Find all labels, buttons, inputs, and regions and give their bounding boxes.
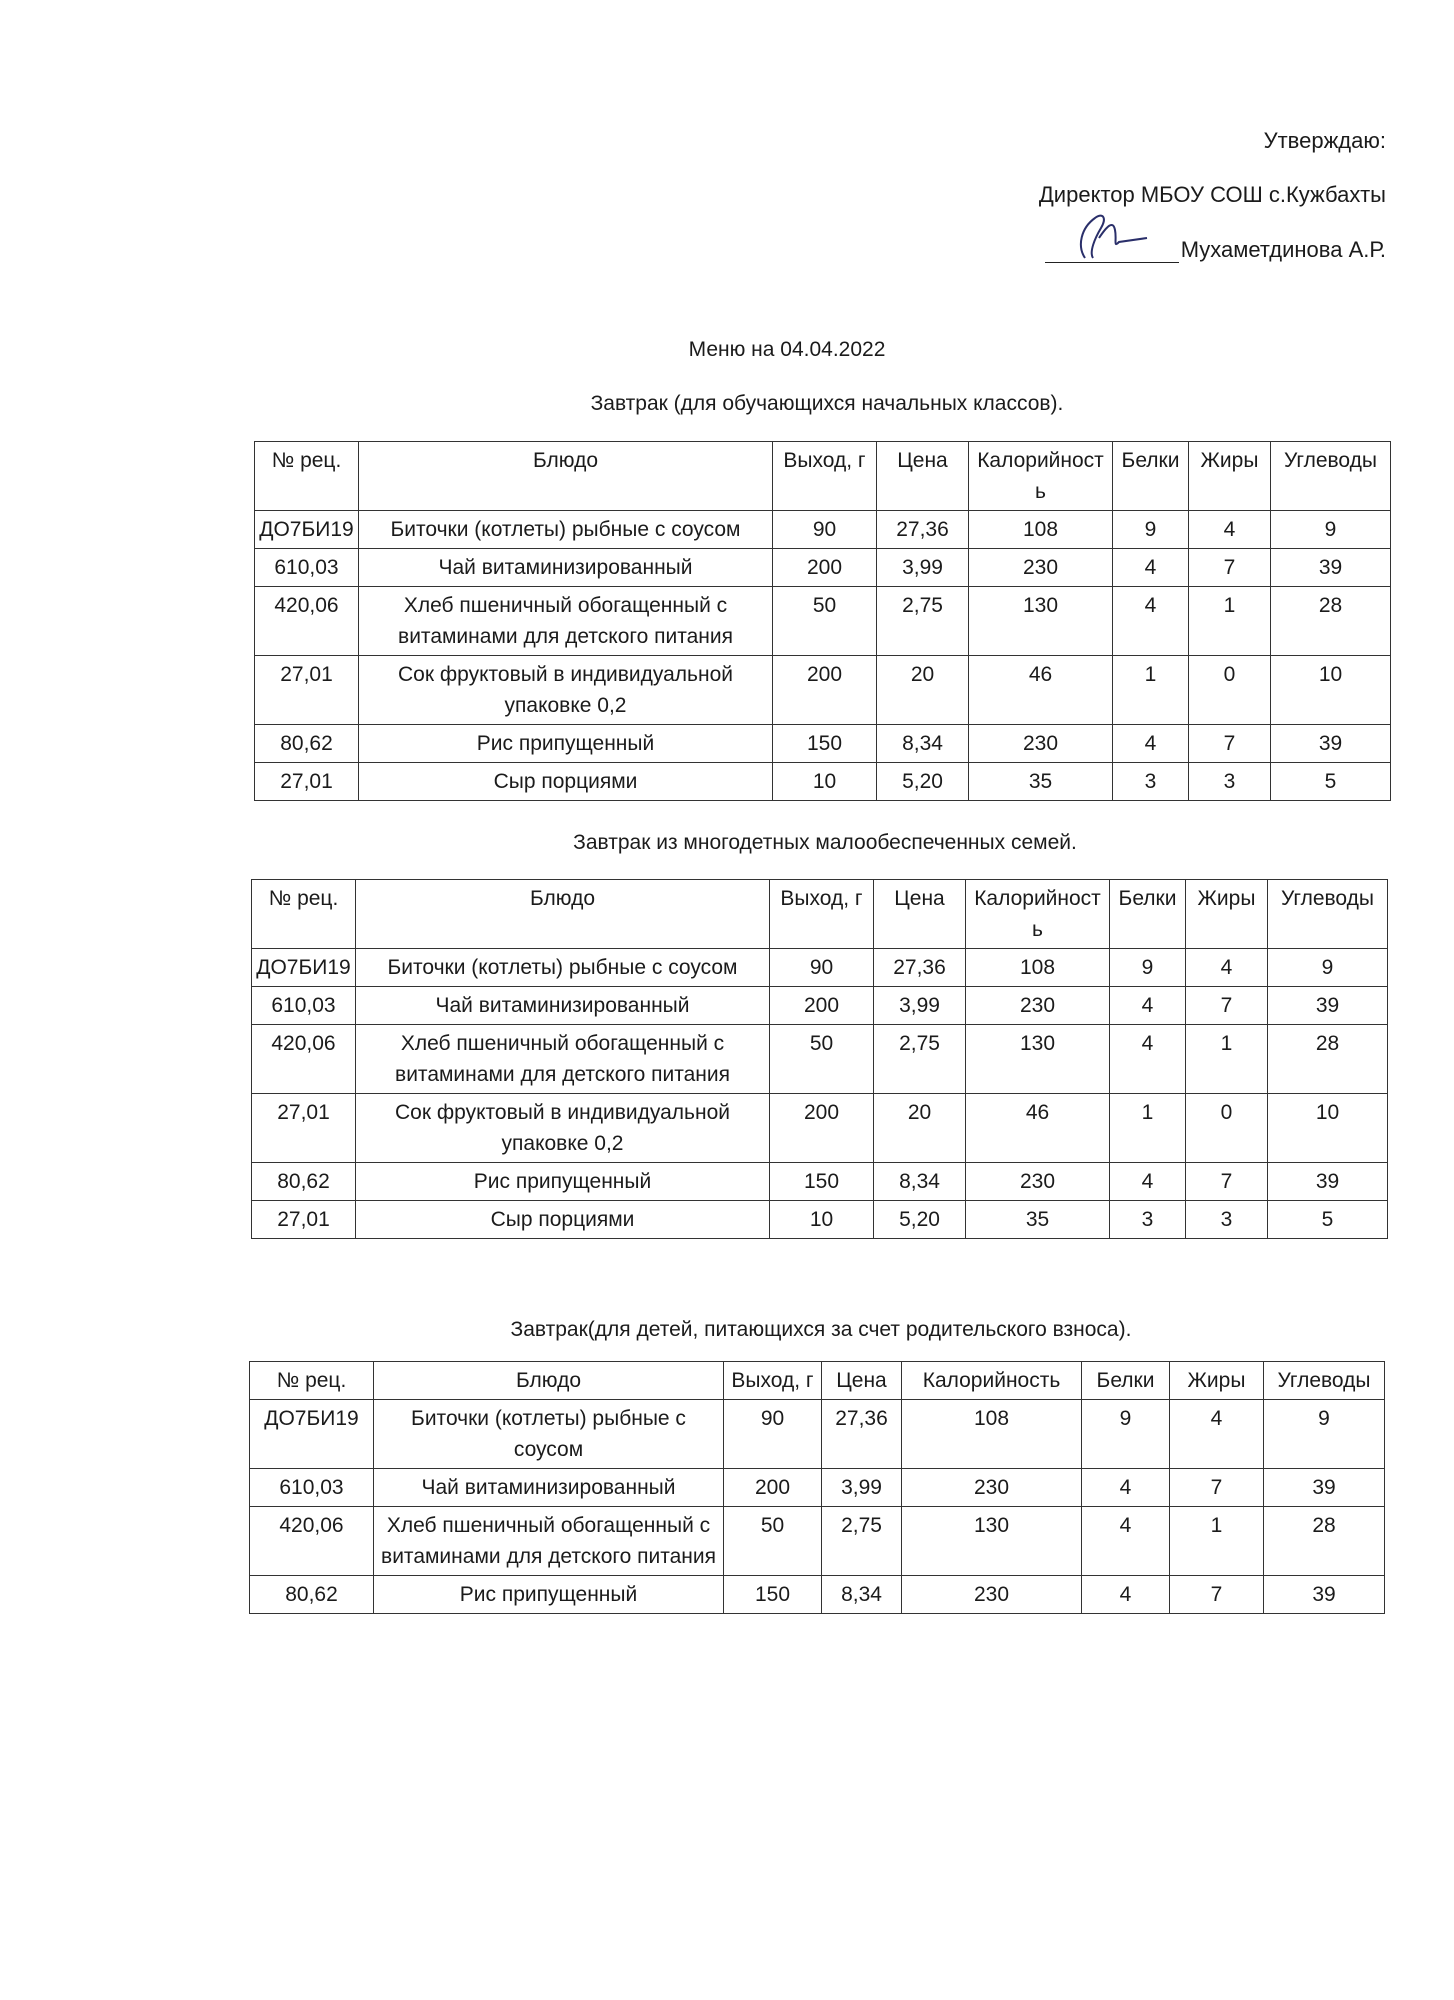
cell-proteins: 4 [1082,1576,1170,1614]
cell-fats: 7 [1189,725,1271,763]
cell-dish-name: Рис припущенный [359,725,773,763]
cell-calories: 108 [966,949,1110,987]
cell-portion-weight: 200 [770,987,874,1025]
cell-price: 3,99 [874,987,966,1025]
cell-portion-weight: 200 [770,1094,874,1163]
cell-price: 27,36 [822,1400,902,1469]
cell-carbohydrates: 28 [1271,587,1391,656]
cell-recipe-number: 80,62 [250,1576,374,1614]
cell-price: 2,75 [877,587,969,656]
cell-portion-weight: 150 [770,1163,874,1201]
cell-proteins: 4 [1113,587,1189,656]
cell-fats: 7 [1186,987,1268,1025]
cell-price: 20 [874,1094,966,1163]
column-header-dish-name: Блюдо [356,880,770,949]
column-header-proteins: Белки [1110,880,1186,949]
cell-portion-weight: 10 [773,763,877,801]
cell-price: 3,99 [877,549,969,587]
cell-portion-weight: 200 [773,549,877,587]
cell-portion-weight: 150 [773,725,877,763]
table-row [252,1025,1388,1094]
cell-calories: 230 [902,1576,1082,1614]
table-row [255,725,1391,763]
cell-price: 8,34 [874,1163,966,1201]
cell-price: 2,75 [822,1507,902,1576]
cell-recipe-number: 27,01 [255,763,359,801]
table-row [255,549,1391,587]
cell-carbohydrates: 39 [1268,1163,1388,1201]
page-title: Меню на 04.04.2022 [688,338,886,361]
cell-price: 27,36 [874,949,966,987]
menu-table [249,1361,1385,1614]
cell-dish-name: Чай витаминизированный [374,1469,724,1507]
cell-recipe-number: 610,03 [252,987,356,1025]
cell-carbohydrates: 5 [1271,763,1391,801]
column-header-proteins: Белки [1113,442,1189,511]
table-row [255,656,1391,725]
menu-table [254,441,1391,801]
approval-signature-line [1045,232,1386,263]
cell-carbohydrates: 39 [1268,987,1388,1025]
cell-fats: 4 [1186,949,1268,987]
cell-calories: 46 [969,656,1113,725]
cell-carbohydrates: 39 [1271,549,1391,587]
cell-dish-name: Сок фруктовый в индивидуальной упаковке 0,2 [359,656,773,725]
table-row [252,1201,1388,1239]
column-header-fats: Жиры [1186,880,1268,949]
table-row [252,949,1388,987]
cell-calories: 108 [902,1400,1082,1469]
column-header-carbohydrates: Углеводы [1264,1362,1385,1400]
cell-portion-weight: 10 [770,1201,874,1239]
column-header-recipe-number: № рец. [255,442,359,511]
cell-recipe-number: ДО7БИ19 [250,1400,374,1469]
column-header-proteins: Белки [1082,1362,1170,1400]
cell-fats: 0 [1189,656,1271,725]
cell-carbohydrates: 9 [1264,1400,1385,1469]
table-row [255,587,1391,656]
menu-table [251,879,1388,1239]
cell-price: 2,75 [874,1025,966,1094]
cell-dish-name: Хлеб пшеничный обогащенный с витаминами для детского питания [359,587,773,656]
column-header-calories: Калорийность [969,442,1113,511]
cell-proteins: 4 [1082,1507,1170,1576]
column-header-carbohydrates: Углеводы [1271,442,1391,511]
cell-portion-weight: 200 [773,656,877,725]
cell-carbohydrates: 28 [1264,1507,1385,1576]
cell-recipe-number: 80,62 [252,1163,356,1201]
cell-dish-name: Рис припущенный [374,1576,724,1614]
cell-recipe-number: 27,01 [255,656,359,725]
cell-recipe-number: ДО7БИ19 [255,511,359,549]
cell-fats: 3 [1186,1201,1268,1239]
cell-portion-weight: 200 [724,1469,822,1507]
cell-proteins: 3 [1110,1201,1186,1239]
column-header-price: Цена [822,1362,902,1400]
cell-portion-weight: 90 [724,1400,822,1469]
column-header-portion-weight: Выход, г [724,1362,822,1400]
column-header-recipe-number: № рец. [252,880,356,949]
cell-portion-weight: 50 [770,1025,874,1094]
cell-proteins: 4 [1082,1469,1170,1507]
cell-carbohydrates: 9 [1271,511,1391,549]
cell-proteins: 1 [1113,656,1189,725]
signature-icon [1045,232,1179,263]
column-header-fats: Жиры [1170,1362,1264,1400]
cell-recipe-number: 420,06 [252,1025,356,1094]
cell-fats: 4 [1170,1400,1264,1469]
cell-price: 8,34 [822,1576,902,1614]
cell-proteins: 9 [1110,949,1186,987]
table-row [250,1400,1385,1469]
column-header-price: Цена [877,442,969,511]
table-row [252,1094,1388,1163]
cell-recipe-number: 420,06 [255,587,359,656]
cell-proteins: 9 [1113,511,1189,549]
cell-dish-name: Рис припущенный [356,1163,770,1201]
table-header-row [255,442,1391,511]
cell-dish-name: Биточки (котлеты) рыбные с соусом [374,1400,724,1469]
approval-name: Мухаметдинова А.Р. [1180,237,1386,262]
column-header-portion-weight: Выход, г [770,880,874,949]
cell-proteins: 3 [1113,763,1189,801]
cell-calories: 108 [969,511,1113,549]
cell-recipe-number: 420,06 [250,1507,374,1576]
cell-fats: 7 [1186,1163,1268,1201]
cell-dish-name: Чай витаминизированный [356,987,770,1025]
cell-recipe-number: 27,01 [252,1201,356,1239]
cell-portion-weight: 90 [773,511,877,549]
cell-proteins: 4 [1113,549,1189,587]
cell-calories: 230 [969,725,1113,763]
table-row [250,1507,1385,1576]
cell-carbohydrates: 9 [1268,949,1388,987]
cell-dish-name: Биточки (котлеты) рыбные с соусом [359,511,773,549]
cell-calories: 230 [902,1469,1082,1507]
column-header-dish-name: Блюдо [374,1362,724,1400]
cell-price: 5,20 [874,1201,966,1239]
cell-calories: 230 [969,549,1113,587]
cell-carbohydrates: 28 [1268,1025,1388,1094]
cell-fats: 1 [1170,1507,1264,1576]
cell-price: 3,99 [822,1469,902,1507]
column-header-calories: Калорийность [966,880,1110,949]
cell-portion-weight: 50 [773,587,877,656]
cell-recipe-number: 610,03 [250,1469,374,1507]
column-header-dish-name: Блюдо [359,442,773,511]
table-row [255,511,1391,549]
cell-dish-name: Хлеб пшеничный обогащенный с витаминами для детского питания [374,1507,724,1576]
cell-recipe-number: ДО7БИ19 [252,949,356,987]
cell-proteins: 4 [1110,1163,1186,1201]
column-header-fats: Жиры [1189,442,1271,511]
table-row [252,987,1388,1025]
cell-fats: 3 [1189,763,1271,801]
cell-proteins: 1 [1110,1094,1186,1163]
cell-recipe-number: 27,01 [252,1094,356,1163]
cell-portion-weight: 150 [724,1576,822,1614]
cell-calories: 230 [966,1163,1110,1201]
column-header-recipe-number: № рец. [250,1362,374,1400]
cell-calories: 130 [969,587,1113,656]
cell-dish-name: Сыр порциями [359,763,773,801]
cell-carbohydrates: 10 [1268,1094,1388,1163]
cell-carbohydrates: 39 [1271,725,1391,763]
cell-proteins: 4 [1110,1025,1186,1094]
cell-proteins: 4 [1113,725,1189,763]
cell-fats: 7 [1170,1469,1264,1507]
approval-title: Утверждаю: [1263,128,1386,153]
cell-calories: 230 [966,987,1110,1025]
section-title: Завтрак(для детей, питающихся за счет родительского взноса). [510,1318,1132,1341]
section-title: Завтрак (для обучающихся начальных классов). [590,392,1064,415]
cell-calories: 46 [966,1094,1110,1163]
cell-carbohydrates: 39 [1264,1469,1385,1507]
section-title: Завтрак из многодетных малообеспеченных семей. [573,831,1077,854]
cell-dish-name: Биточки (котлеты) рыбные с соусом [356,949,770,987]
approval-director: Директор МБОУ СОШ с.Кужбахты [1038,182,1386,207]
cell-calories: 35 [969,763,1113,801]
cell-price: 20 [877,656,969,725]
table-row [250,1576,1385,1614]
cell-calories: 130 [902,1507,1082,1576]
cell-proteins: 4 [1110,987,1186,1025]
column-header-carbohydrates: Углеводы [1268,880,1388,949]
cell-price: 8,34 [877,725,969,763]
table-row [250,1469,1385,1507]
cell-calories: 35 [966,1201,1110,1239]
cell-dish-name: Чай витаминизированный [359,549,773,587]
cell-dish-name: Сыр порциями [356,1201,770,1239]
cell-price: 27,36 [877,511,969,549]
cell-recipe-number: 80,62 [255,725,359,763]
cell-dish-name: Хлеб пшеничный обогащенный с витаминами для детского питания [356,1025,770,1094]
cell-fats: 4 [1189,511,1271,549]
cell-recipe-number: 610,03 [255,549,359,587]
column-header-price: Цена [874,880,966,949]
column-header-portion-weight: Выход, г [773,442,877,511]
cell-fats: 1 [1186,1025,1268,1094]
cell-carbohydrates: 5 [1268,1201,1388,1239]
cell-price: 5,20 [877,763,969,801]
table-row [252,1163,1388,1201]
column-header-calories: Калорийность [902,1362,1082,1400]
table-header-row [250,1362,1385,1400]
cell-fats: 1 [1189,587,1271,656]
cell-fats: 7 [1189,549,1271,587]
cell-calories: 130 [966,1025,1110,1094]
table-row [255,763,1391,801]
cell-carbohydrates: 10 [1271,656,1391,725]
cell-portion-weight: 50 [724,1507,822,1576]
cell-dish-name: Сок фруктовый в индивидуальной упаковке 0,2 [356,1094,770,1163]
table-header-row [252,880,1388,949]
cell-carbohydrates: 39 [1264,1576,1385,1614]
cell-portion-weight: 90 [770,949,874,987]
cell-fats: 0 [1186,1094,1268,1163]
cell-proteins: 9 [1082,1400,1170,1469]
cell-fats: 7 [1170,1576,1264,1614]
